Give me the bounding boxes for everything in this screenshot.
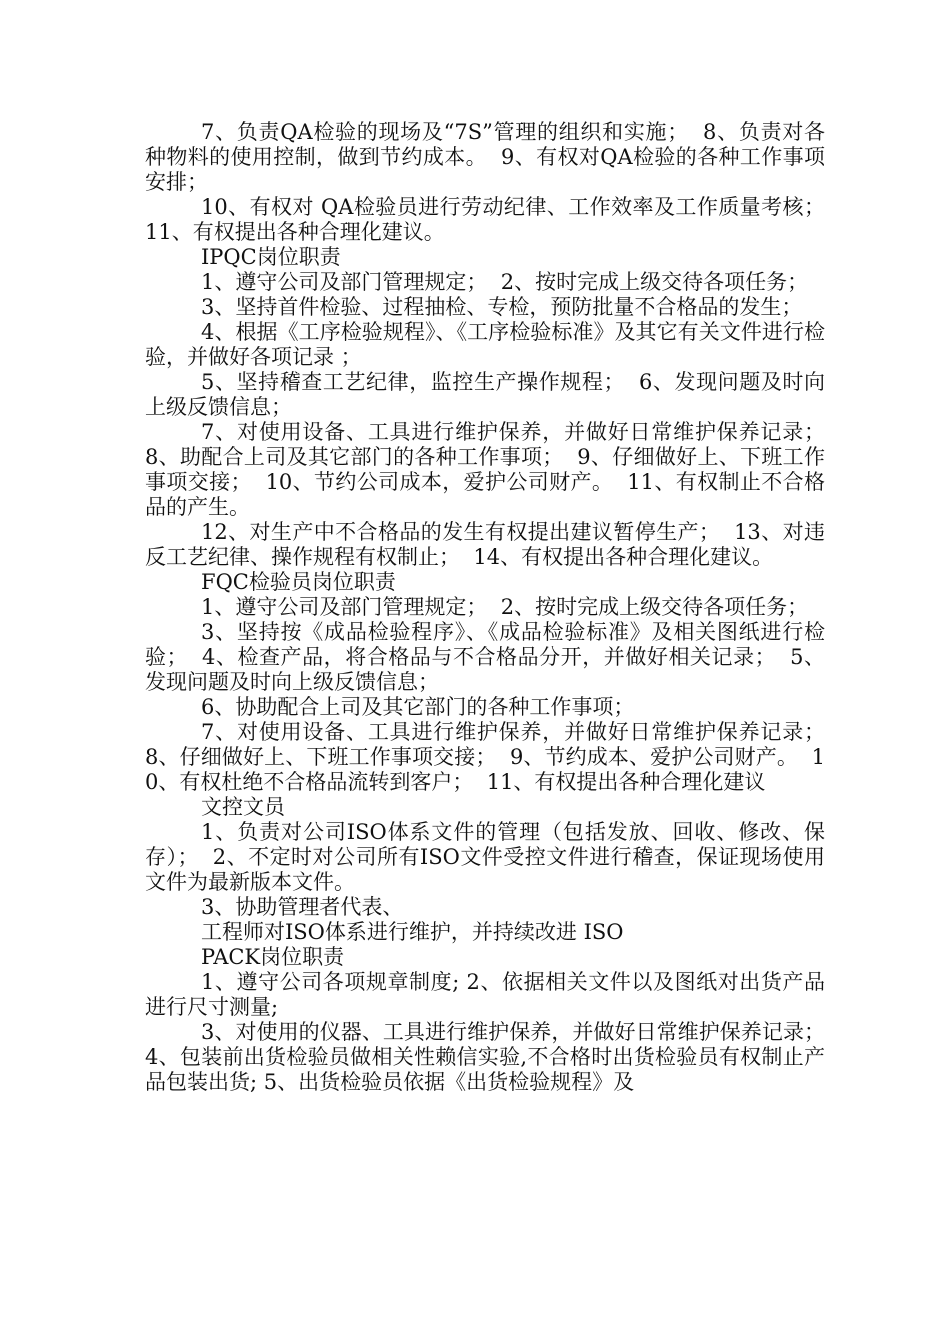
paragraph-ipqc-5-6: 5、坚持稽查工艺纪律，监控生产操作规程； 6、发现问题及时向上级反馈信息； [145, 370, 825, 419]
section-heading-fqc: FQC检验员岗位职责 [201, 570, 396, 594]
section-heading-ipqc: IPQC岗位职责 [201, 245, 341, 269]
paragraph-ipqc-1-2: 1、遵守公司及部门管理规定； 2、按时完成上级交待各项任务； [201, 270, 809, 294]
paragraph-fqc-1-2: 1、遵守公司及部门管理规定； 2、按时完成上级交待各项任务； [201, 595, 809, 619]
paragraph-doc-control-3: 3、协助管理者代表、 [201, 895, 404, 919]
section-heading-pack: PACK岗位职责 [201, 945, 345, 969]
paragraph-pack-1-2: 1、遵守公司各项规章制度; 2、依据相关文件以及图纸对出货产品进行尺寸测量; [145, 970, 825, 1019]
paragraph-qa-duties-7-9: 7、负责QA检验的现场及“7S”管理的组织和实施； 8、负责对各种物料的使用控制，做到节约成本。 9、有权对QA检验的各种工作事项安排； [145, 120, 825, 194]
paragraph-pack-3-5: 3、对使用的仪器、工具进行维护保养，并做好日常维护保养记录； 4、包装前出货检验员做相关性赖信实验,不合格时出货检验员有权制止产品包装出货; 5、出货检验员依据《出货检验规程》及 [145, 1020, 839, 1094]
paragraph-fqc-6: 6、协助配合上司及其它部门的各种工作事项； [201, 695, 635, 719]
paragraph-ipqc-3: 3、坚持首件检验、过程抽检、专检，预防批量不合格品的发生； [201, 295, 803, 319]
paragraph-doc-control-1-2: 1、负责对公司ISO体系文件的管理（包括发放、回收、修改、保存）； 2、不定时对公司所有ISO文件受控文件进行稽查，保证现场使用文件为最新版本文件。 [145, 820, 825, 894]
paragraph-fqc-3-5: 3、坚持按《成品检验程序》、《成品检验标准》及相关图纸进行检验； 4、检查产品，将合格品与不合格品分开，并做好相关记录； 5、发现问题及时向上级反馈信息； [145, 620, 825, 694]
paragraph-doc-control-continued: 工程师对ISO体系进行维护，并持续改进 ISO [201, 920, 624, 944]
paragraph-ipqc-4: 4、根据《工序检验规程》、《工序检验标准》及其它有关文件进行检验，并做好各项记录 ； [145, 320, 825, 369]
paragraph-ipqc-12-14: 12、对生产中不合格品的发生有权提出建议暂停生产； 13、对违反工艺纪律、操作规程有权制止； 14、有权提出各种合理化建议。 [145, 520, 825, 569]
paragraph-fqc-7-11: 7、对使用设备、工具进行维护保养，并做好日常维护保养记录； 8、仔细做好上、下班工作事项交接； 9、节约成本、爱护公司财产。 10、有权杜绝不合格品流转到客户； 11、有权提出各种合理化建议 [145, 720, 839, 794]
section-heading-document-control: 文控文员 [201, 795, 285, 819]
paragraph-qa-duties-10-11: 10、有权对 QA检验员进行劳动纪律、工作效率及工作质量考核； 11、有权提出各种合理化建议。 [145, 195, 839, 244]
document-body [145, 120, 839, 1095]
paragraph-ipqc-7-11: 7、对使用设备、工具进行维护保养，并做好日常维护保养记录； 8、助配合上司及其它部门的各种工作事项； 9、仔细做好上、下班工作事项交接； 10、节约公司成本，爱护公司财产。 11、有权制止不合格品的产生。 [145, 420, 839, 519]
